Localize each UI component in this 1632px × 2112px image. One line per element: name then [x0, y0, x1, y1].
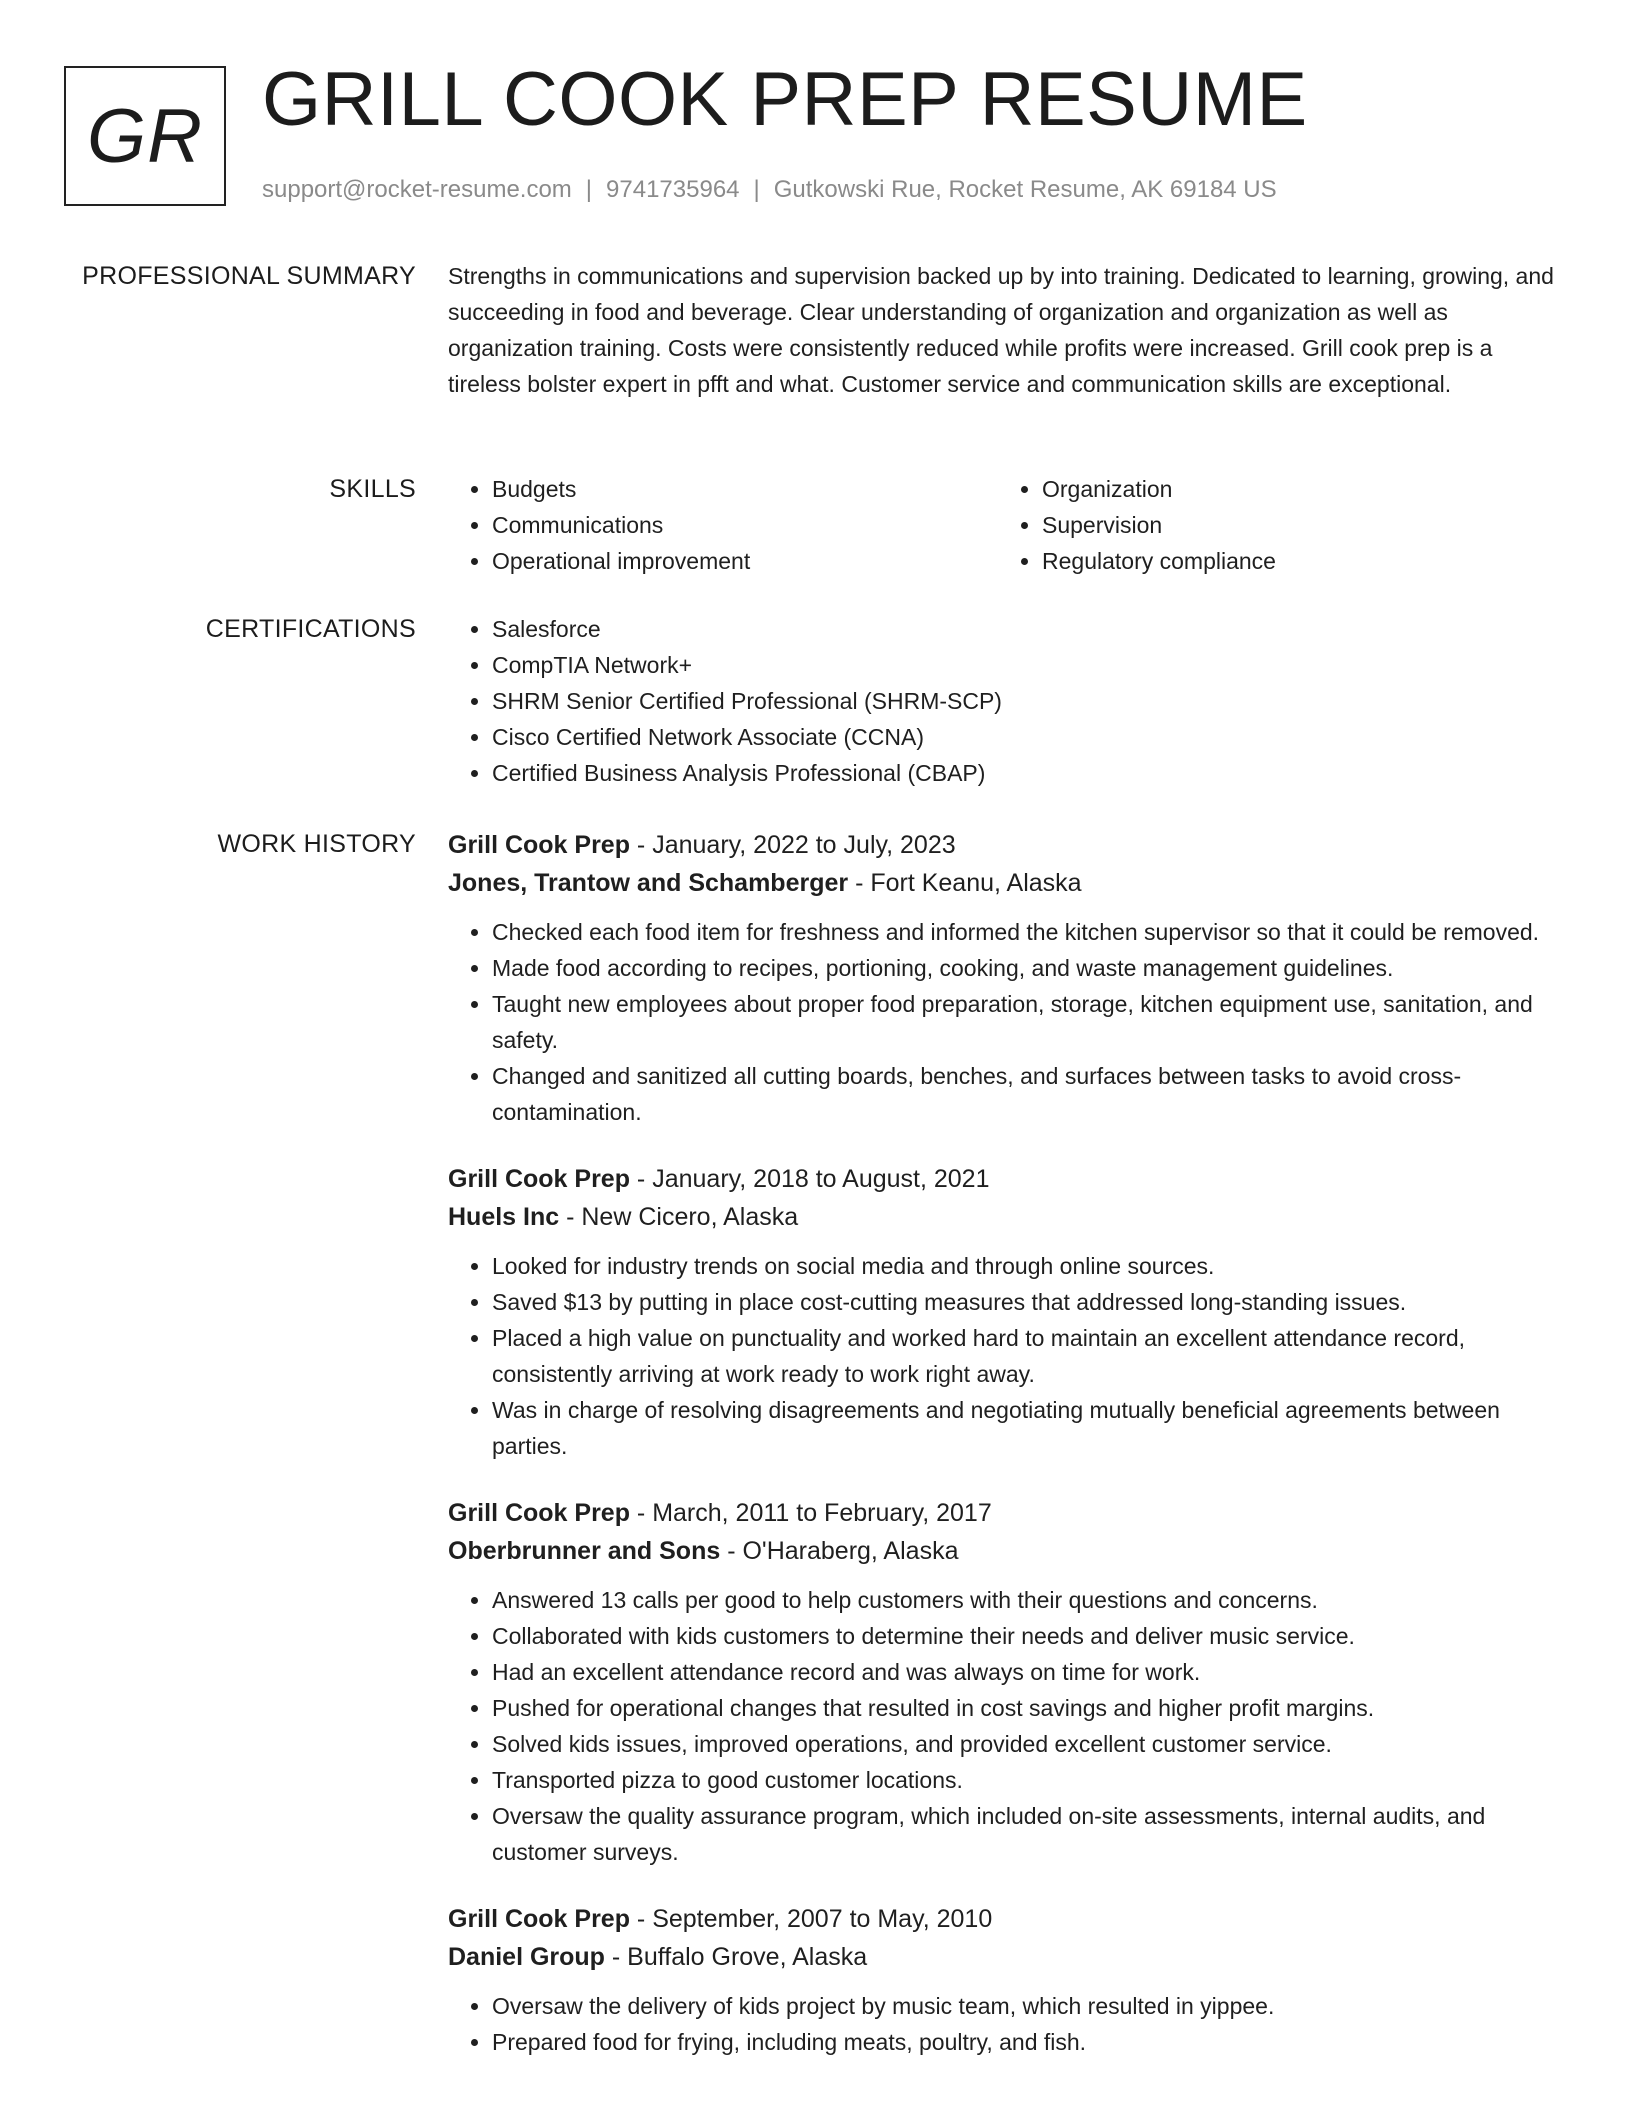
job-bullet: • Taught new employees about proper food preparation, storage, kitchen equipment use, sanitation, and safety.	[492, 986, 1568, 1058]
contact-address: Gutkowski Rue, Rocket Resume, AK 69184 US	[773, 176, 1277, 203]
job-entry	[448, 1494, 1568, 1870]
contact-separator: |	[753, 176, 760, 203]
contact-email: support@rocket-resume.com	[262, 176, 572, 203]
skills-list-right	[998, 471, 1548, 579]
monogram-box	[64, 66, 226, 206]
job-dates: - January, 2022 to July, 2023	[629, 831, 956, 859]
job-bullet: • Pushed for operational changes that resulted in cost savings and higher profit margins.	[492, 1690, 1568, 1726]
skill-item: • Budgets	[492, 471, 998, 507]
skill-item: • Operational improvement	[492, 543, 998, 579]
job-bullet: • Checked each food item for freshness and informed the kitchen supervisor so that it could be removed.	[492, 914, 1568, 950]
job-title: Grill Cook Prep	[448, 831, 630, 859]
work-history-body	[448, 826, 1568, 2090]
skills-list-left	[448, 471, 998, 579]
summary-text: Strengths in communications and supervision backed up by into training. Dedicated to learning, growing, and succeeding in food and beverage. Clear understanding of organization and organization as well as organization training. Costs were consistently reduced while profits were increased. Grill cook prep is a tireless bolster expert in pfft and what. Customer service and communication skills are exceptional.	[448, 263, 1554, 397]
job-location: - Buffalo Grove, Alaska	[604, 1943, 868, 1971]
job-bullet: • Placed a high value on punctuality and worked hard to maintain an excellent attendance record, consistently arriving at work ready to work right away.	[492, 1320, 1568, 1392]
job-company-line	[448, 1938, 1568, 1976]
summary-label: PROFESSIONAL SUMMARY	[82, 262, 416, 290]
job-company: Jones, Trantow and Schamberger	[448, 869, 849, 897]
job-bullet: • Oversaw the delivery of kids project by music team, which resulted in yippee.	[492, 1988, 1568, 2024]
skill-item: • Organization	[1042, 471, 1548, 507]
job-title: Grill Cook Prep	[448, 1165, 630, 1193]
job-bullet: • Looked for industry trends on social media and through online sources.	[492, 1248, 1568, 1284]
job-bullet: • Answered 13 calls per good to help customers with their questions and concerns.	[492, 1582, 1568, 1618]
certifications-label: CERTIFICATIONS	[205, 615, 416, 643]
certification-item: • CompTIA Network+	[492, 647, 1568, 683]
job-dates: - September, 2007 to May, 2010	[629, 1905, 993, 1933]
job-entry	[448, 1900, 1568, 2060]
contact-line	[262, 176, 1277, 204]
job-company-line	[448, 1532, 1568, 1570]
job-bullet: • Solved kids issues, improved operations, and provided excellent customer service.	[492, 1726, 1568, 1762]
job-bullets	[448, 1988, 1568, 2060]
job-title-line	[448, 1494, 1568, 1532]
certification-item: • Salesforce	[492, 611, 1568, 647]
job-bullets	[448, 914, 1568, 1130]
job-title-line	[448, 1900, 1568, 1938]
job-bullet: • Collaborated with kids customers to determine their needs and deliver music service.	[492, 1618, 1568, 1654]
job-bullet: • Saved $13 by putting in place cost-cutting measures that addressed long-standing issues.	[492, 1284, 1568, 1320]
job-location: - New Cicero, Alaska	[559, 1203, 799, 1231]
job-bullet: • Changed and sanitized all cutting boards, benches, and surfaces between tasks to avoid cross-contamination.	[492, 1058, 1568, 1130]
job-location: - O'Haraberg, Alaska	[720, 1537, 959, 1565]
page-title: GRILL COOK PREP RESUME	[262, 57, 1308, 142]
job-bullet: • Had an excellent attendance record and was always on time for work.	[492, 1654, 1568, 1690]
work-history-label: WORK HISTORY	[217, 830, 416, 858]
skill-item: • Supervision	[1042, 507, 1548, 543]
certification-item: • Certified Business Analysis Professional (CBAP)	[492, 755, 1568, 791]
job-title-line	[448, 826, 1568, 864]
monogram-initials: GR	[87, 93, 203, 179]
job-title: Grill Cook Prep	[448, 1499, 630, 1527]
job-dates: - January, 2018 to August, 2021	[629, 1165, 990, 1193]
job-entry	[448, 1160, 1568, 1464]
job-bullet: • Was in charge of resolving disagreements and negotiating mutually beneficial agreements between parties.	[492, 1392, 1568, 1464]
job-company-line	[448, 864, 1568, 902]
summary-body	[448, 258, 1568, 402]
job-company-line	[448, 1198, 1568, 1236]
certifications-list	[448, 611, 1568, 791]
skills-label: SKILLS	[329, 475, 416, 503]
skill-item: • Communications	[492, 507, 998, 543]
job-bullet: • Prepared food for frying, including meats, poultry, and fish.	[492, 2024, 1568, 2060]
job-dates: - March, 2011 to February, 2017	[629, 1499, 992, 1527]
job-title: Grill Cook Prep	[448, 1905, 630, 1933]
contact-phone: 9741735964	[606, 176, 740, 203]
skill-item: • Regulatory compliance	[1042, 543, 1548, 579]
certification-item: • Cisco Certified Network Associate (CCNA)	[492, 719, 1568, 755]
contact-separator: |	[585, 176, 593, 203]
job-company: Daniel Group	[448, 1943, 605, 1971]
job-bullets	[448, 1248, 1568, 1464]
skills-grid	[448, 471, 1568, 579]
job-bullets	[448, 1582, 1568, 1870]
certification-item: • SHRM Senior Certified Professional (SHRM-SCP)	[492, 683, 1568, 719]
job-bullet: • Made food according to recipes, portioning, cooking, and waste management guidelines.	[492, 950, 1568, 986]
job-location: - Fort Keanu, Alaska	[848, 869, 1082, 897]
job-bullet: • Oversaw the quality assurance program, which included on-site assessments, internal audits, and customer surveys.	[492, 1798, 1568, 1870]
job-company: Huels Inc	[448, 1203, 560, 1231]
job-company: Oberbrunner and Sons	[448, 1537, 721, 1565]
job-bullet: • Transported pizza to good customer locations.	[492, 1762, 1568, 1798]
certifications-body	[448, 611, 1568, 791]
job-entry	[448, 826, 1568, 1130]
job-title-line	[448, 1160, 1568, 1198]
